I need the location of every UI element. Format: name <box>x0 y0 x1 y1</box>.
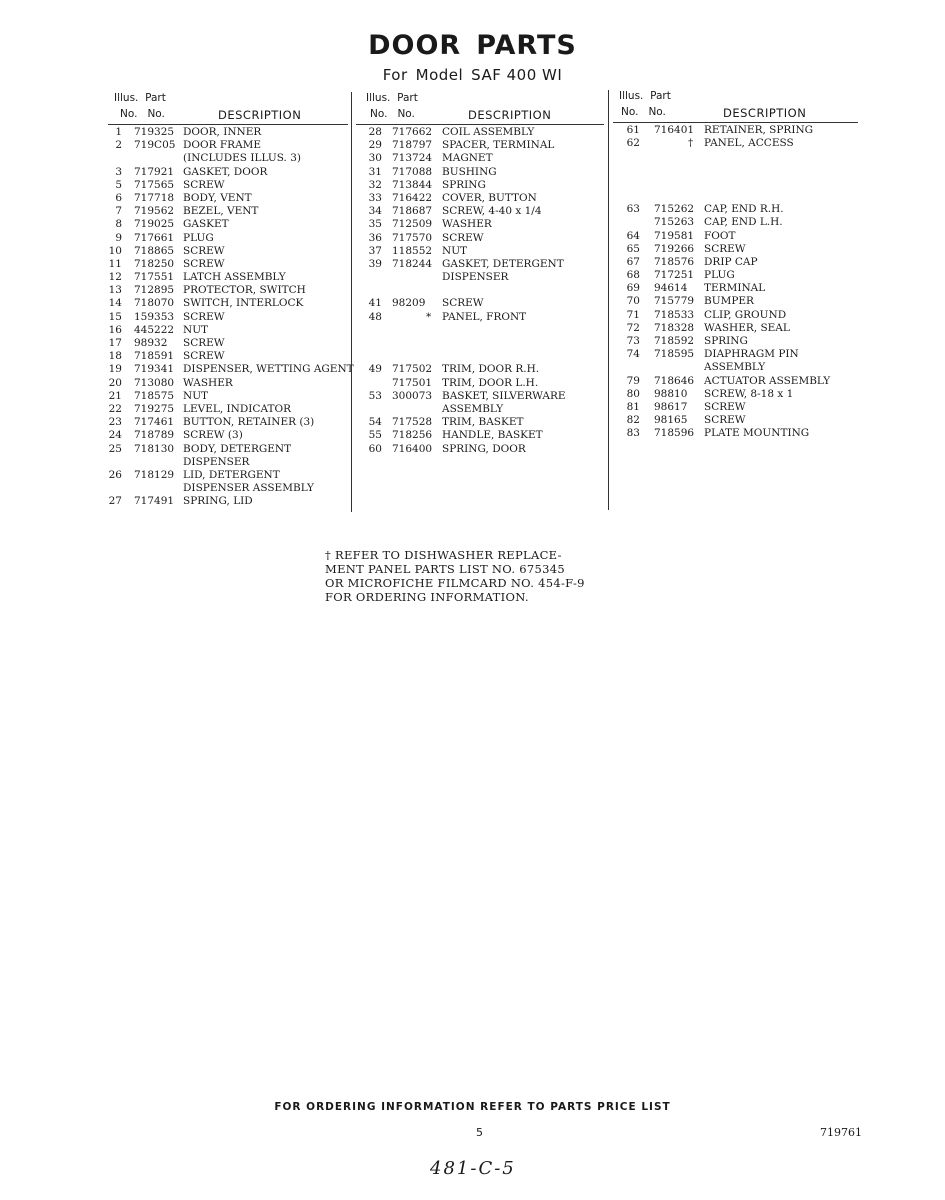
illus-number: 26 <box>108 468 122 481</box>
document-number: 719761 <box>820 1126 862 1139</box>
illus-number: 16 <box>108 323 122 336</box>
illus-number: 8 <box>115 218 122 231</box>
part-number: 712895 <box>134 284 175 297</box>
header-illus-part <box>366 92 418 104</box>
part-number: 718244 <box>392 257 433 270</box>
footnote-line: † REFER TO DISHWASHER REPLACE- <box>325 548 562 562</box>
header-rule <box>108 124 348 125</box>
subtitle-model-label: Model <box>415 66 464 84</box>
part-number: 718575 <box>134 389 175 402</box>
header-rule <box>356 124 604 125</box>
part-description: DOOR, INNER <box>183 126 262 138</box>
part-number: 713080 <box>134 376 175 389</box>
illus-number: 5 <box>115 178 122 191</box>
part-description: PANEL, ACCESS <box>704 137 794 150</box>
illus-number: 12 <box>108 271 122 284</box>
part-description: PLUG <box>183 231 214 244</box>
part-number: 98932 <box>134 337 168 349</box>
part-number: 98209 <box>392 297 426 310</box>
illus-number: 63 <box>626 203 640 216</box>
part-description: SWITCH, INTERLOCK <box>183 297 304 310</box>
illus-number: 68 <box>626 269 640 282</box>
header-no <box>120 108 165 120</box>
part-number: 717921 <box>134 165 175 178</box>
part-description: SCREW <box>704 400 746 413</box>
part-description: ASSEMBLY <box>442 402 504 415</box>
part-description: COVER, BUTTON <box>442 191 537 204</box>
part-number: 718533 <box>654 308 695 321</box>
part-number: † <box>688 137 694 150</box>
header-illus-part <box>619 90 671 102</box>
part-description: DISPENSER ASSEMBLY <box>183 482 314 495</box>
illus-number: 82 <box>626 414 640 427</box>
illus-number: 9 <box>115 231 122 244</box>
part-description: BASKET, SILVERWARE <box>442 389 566 402</box>
illus-number: 48 <box>368 310 382 323</box>
footnote-line: OR MICROFICHE FILMCARD NO. 454-F-9 <box>325 576 585 590</box>
part-description: COIL ASSEMBLY <box>442 126 535 138</box>
illus-number: 3 <box>115 165 122 178</box>
illus-number: 81 <box>626 400 640 413</box>
part-number: 719562 <box>134 205 175 218</box>
part-number: 94614 <box>654 282 688 295</box>
illus-number: 37 <box>368 244 382 257</box>
part-description: SCREW <box>183 178 225 191</box>
illus-number: 61 <box>626 124 640 136</box>
part-description: TRIM, DOOR L.H. <box>442 376 539 389</box>
part-description: GASKET <box>183 218 229 231</box>
illus-number: 25 <box>108 442 122 455</box>
subtitle-prefix: For <box>382 66 408 84</box>
part-description: ASSEMBLY <box>704 361 766 374</box>
illus-number: 83 <box>626 427 640 440</box>
part-number: 718646 <box>654 374 695 387</box>
part-number: 718592 <box>654 335 695 347</box>
part-number: 719581 <box>654 229 695 242</box>
illus-number: 21 <box>108 389 122 402</box>
header-part-no: No. <box>147 108 165 120</box>
illus-number: 65 <box>626 242 640 255</box>
part-description: SCREW <box>442 297 484 310</box>
part-description: SPRING <box>704 335 748 347</box>
column-divider <box>608 90 609 510</box>
part-number: 718070 <box>134 297 175 310</box>
part-description: SCREW <box>183 337 225 349</box>
part-description: TERMINAL <box>704 282 766 295</box>
part-number: 719C05 <box>134 139 176 152</box>
part-description: LATCH ASSEMBLY <box>183 271 286 284</box>
part-description: SCREW, 8-18 x 1 <box>704 387 794 400</box>
part-number: 718256 <box>392 429 433 442</box>
part-description: DOOR FRAME <box>183 139 262 152</box>
illus-number: 71 <box>626 308 640 321</box>
header-illus-label: Illus. <box>114 92 139 104</box>
part-description: PANEL, FRONT <box>442 310 527 323</box>
part-number: 715263 <box>654 216 695 229</box>
footnote-line: MENT PANEL PARTS LIST NO. 675345 <box>325 562 565 576</box>
part-description: SPRING, LID <box>183 495 253 508</box>
part-number: 719275 <box>134 402 175 415</box>
part-number: 718687 <box>392 205 433 218</box>
illus-number: 30 <box>368 152 382 165</box>
part-description: CAP, END L.H. <box>704 216 783 229</box>
header-part-label: Part <box>650 90 671 102</box>
part-description: SCREW <box>704 242 746 255</box>
part-description: SCREW <box>183 244 225 257</box>
illus-number: 18 <box>108 350 122 363</box>
part-description: RETAINER, SPRING <box>704 124 814 136</box>
part-description: SCREW <box>183 310 225 323</box>
part-description: BODY, DETERGENT <box>183 442 292 455</box>
footnote <box>325 548 625 604</box>
illus-number: 36 <box>368 231 382 244</box>
part-number: 717718 <box>134 191 175 204</box>
illus-number: 13 <box>108 284 122 297</box>
part-description: PLUG <box>704 269 735 282</box>
part-description: WASHER, SEAL <box>704 321 790 334</box>
illus-number: 39 <box>368 257 382 270</box>
title-word-2: PARTS <box>476 30 577 61</box>
illus-number: 10 <box>108 244 122 257</box>
part-number: 718591 <box>134 350 175 363</box>
part-number: * <box>426 310 432 323</box>
part-number: 717088 <box>392 165 433 178</box>
part-description: WASHER <box>442 218 492 231</box>
part-number: 719341 <box>134 363 175 376</box>
part-number: 718576 <box>654 255 695 268</box>
part-number: 98810 <box>654 387 688 400</box>
part-description: SCREW <box>183 350 225 363</box>
part-description: BODY, VENT <box>183 191 252 204</box>
part-description: LEVEL, INDICATOR <box>183 402 291 415</box>
page-number: 5 <box>476 1126 483 1139</box>
part-number: 715262 <box>654 203 695 216</box>
handwritten-note: 481-C-5 <box>430 1158 516 1179</box>
part-description: FOOT <box>704 229 736 242</box>
part-number: 715779 <box>654 295 695 308</box>
illus-number: 14 <box>108 297 122 310</box>
illus-number: 20 <box>108 376 122 389</box>
title-word-1: DOOR <box>368 30 462 61</box>
illus-number: 24 <box>108 429 122 442</box>
part-description: SPRING, DOOR <box>442 442 526 455</box>
part-number: 445222 <box>134 323 175 336</box>
part-description: PLATE MOUNTING <box>704 427 810 440</box>
illus-number: 72 <box>626 321 640 334</box>
ordering-info: FOR ORDERING INFORMATION REFER TO PARTS PRICE LIST <box>274 1101 671 1113</box>
illus-number: 2 <box>115 139 122 152</box>
header-illus-no: No. <box>120 108 138 120</box>
header-part-label: Part <box>397 92 418 104</box>
illus-number: 15 <box>108 310 122 323</box>
illus-number: 31 <box>368 165 382 178</box>
header-illus-no: No. <box>370 108 388 120</box>
illus-number: 23 <box>108 416 122 429</box>
part-description: SCREW <box>704 414 746 427</box>
part-number: 717661 <box>134 231 175 244</box>
part-number: 718595 <box>654 348 695 361</box>
part-number: 716422 <box>392 191 433 204</box>
part-description: TRIM, BASKET <box>442 416 524 429</box>
illus-number: 49 <box>368 363 382 376</box>
header-part-no: No. <box>397 108 415 120</box>
illus-number: 73 <box>626 335 640 347</box>
illus-number: 17 <box>108 337 122 349</box>
illus-number: 74 <box>626 348 640 361</box>
illus-number: 29 <box>368 139 382 152</box>
part-description: NUT <box>183 389 209 402</box>
illus-number: 7 <box>115 205 122 218</box>
part-description: CLIP, GROUND <box>704 308 787 321</box>
illus-number: 28 <box>368 126 382 138</box>
part-number: 717491 <box>134 495 175 508</box>
part-number: 718250 <box>134 257 175 270</box>
illus-number: 60 <box>368 442 382 455</box>
header-no <box>370 108 415 120</box>
part-description: SPRING <box>442 178 486 191</box>
part-description: MAGNET <box>442 152 493 165</box>
part-number: 718596 <box>654 427 695 440</box>
part-number: 98165 <box>654 414 688 427</box>
header-description: DESCRIPTION <box>218 108 302 122</box>
part-description: SPACER, TERMINAL <box>442 139 555 152</box>
part-number: 718328 <box>654 321 695 334</box>
illus-number: 22 <box>108 402 122 415</box>
part-description: CAP, END R.H. <box>704 203 784 216</box>
part-number: 98617 <box>654 400 688 413</box>
part-description: (INCLUDES ILLUS. 3) <box>183 152 301 165</box>
header-illus-label: Illus. <box>619 90 644 102</box>
header-part-no: No. <box>648 106 666 118</box>
illus-number: 19 <box>108 363 122 376</box>
part-description: NUT <box>442 244 468 257</box>
header-part-label: Part <box>145 92 166 104</box>
part-number: 717662 <box>392 126 433 138</box>
part-description: GASKET, DOOR <box>183 165 268 178</box>
illus-number: 62 <box>626 137 640 150</box>
part-description: BUSHING <box>442 165 497 178</box>
illus-number: 53 <box>368 389 382 402</box>
part-number: 718130 <box>134 442 175 455</box>
part-description: DRIP CAP <box>704 255 758 268</box>
illus-number: 54 <box>368 416 382 429</box>
part-number: 718865 <box>134 244 175 257</box>
header-description: DESCRIPTION <box>468 108 552 122</box>
part-description: WASHER <box>183 376 233 389</box>
part-description: BUMPER <box>704 295 754 308</box>
part-description: SCREW (3) <box>183 429 243 442</box>
part-number: 717565 <box>134 178 175 191</box>
part-number: 718797 <box>392 139 433 152</box>
illus-number: 41 <box>368 297 382 310</box>
header-illus-label: Illus. <box>366 92 391 104</box>
part-description: BUTTON, RETAINER (3) <box>183 416 315 429</box>
part-description: ACTUATOR ASSEMBLY <box>704 374 831 387</box>
part-description: DISPENSER <box>183 455 250 468</box>
part-number: 717461 <box>134 416 175 429</box>
part-description: BEZEL, VENT <box>183 205 259 218</box>
illus-number: 79 <box>626 374 640 387</box>
part-description: PROTECTOR, SWITCH <box>183 284 306 297</box>
part-number: 159353 <box>134 310 175 323</box>
illus-number: 80 <box>626 387 640 400</box>
part-description: SCREW, 4-40 x 1/4 <box>442 205 542 218</box>
part-description: DIAPHRAGM PIN <box>704 348 799 361</box>
part-description: HANDLE, BASKET <box>442 429 543 442</box>
part-number: 718789 <box>134 429 175 442</box>
illus-number: 69 <box>626 282 640 295</box>
part-description: SCREW <box>183 257 225 270</box>
illus-number: 1 <box>115 126 122 138</box>
part-number: 717551 <box>134 271 175 284</box>
part-number: 719325 <box>134 126 175 138</box>
illus-number: 6 <box>115 191 122 204</box>
part-number: 712509 <box>392 218 433 231</box>
part-description: DISPENSER <box>442 271 509 284</box>
part-number: 718129 <box>134 468 175 481</box>
part-number: 716401 <box>654 124 695 136</box>
illus-number: 27 <box>108 495 122 508</box>
header-rule <box>613 122 858 123</box>
model-subtitle <box>0 66 945 84</box>
part-description: SCREW <box>442 231 484 244</box>
illus-number: 33 <box>368 191 382 204</box>
part-number: 717502 <box>392 363 433 376</box>
illus-number: 35 <box>368 218 382 231</box>
column-divider <box>351 92 352 512</box>
part-number: 716400 <box>392 442 433 455</box>
part-number: 300073 <box>392 389 433 402</box>
part-number: 717501 <box>392 376 433 389</box>
part-description: TRIM, DOOR R.H. <box>442 363 540 376</box>
illus-number: 34 <box>368 205 382 218</box>
footnote-line: FOR ORDERING INFORMATION. <box>325 590 529 604</box>
part-description: GASKET, DETERGENT <box>442 257 564 270</box>
part-number: 118552 <box>392 244 433 257</box>
part-number: 713844 <box>392 178 433 191</box>
illus-number: 11 <box>108 257 122 270</box>
part-description: NUT <box>183 323 209 336</box>
illus-number: 55 <box>368 429 382 442</box>
illus-number: 67 <box>626 255 640 268</box>
header-illus-part <box>114 92 166 104</box>
part-number: 717528 <box>392 416 433 429</box>
header-no <box>621 106 666 118</box>
part-description: LID, DETERGENT <box>183 468 280 481</box>
page-title <box>0 30 945 61</box>
header-illus-no: No. <box>621 106 639 118</box>
illus-number: 64 <box>626 229 640 242</box>
part-number: 719266 <box>654 242 695 255</box>
part-number: 717251 <box>654 269 695 282</box>
part-number: 713724 <box>392 152 433 165</box>
illus-number: 32 <box>368 178 382 191</box>
part-number: 719025 <box>134 218 175 231</box>
model-number: SAF 400 WI <box>471 66 563 84</box>
illus-number: 70 <box>626 295 640 308</box>
part-number: 717570 <box>392 231 433 244</box>
part-description: DISPENSER, WETTING AGENT <box>183 363 354 376</box>
header-description: DESCRIPTION <box>723 106 807 120</box>
